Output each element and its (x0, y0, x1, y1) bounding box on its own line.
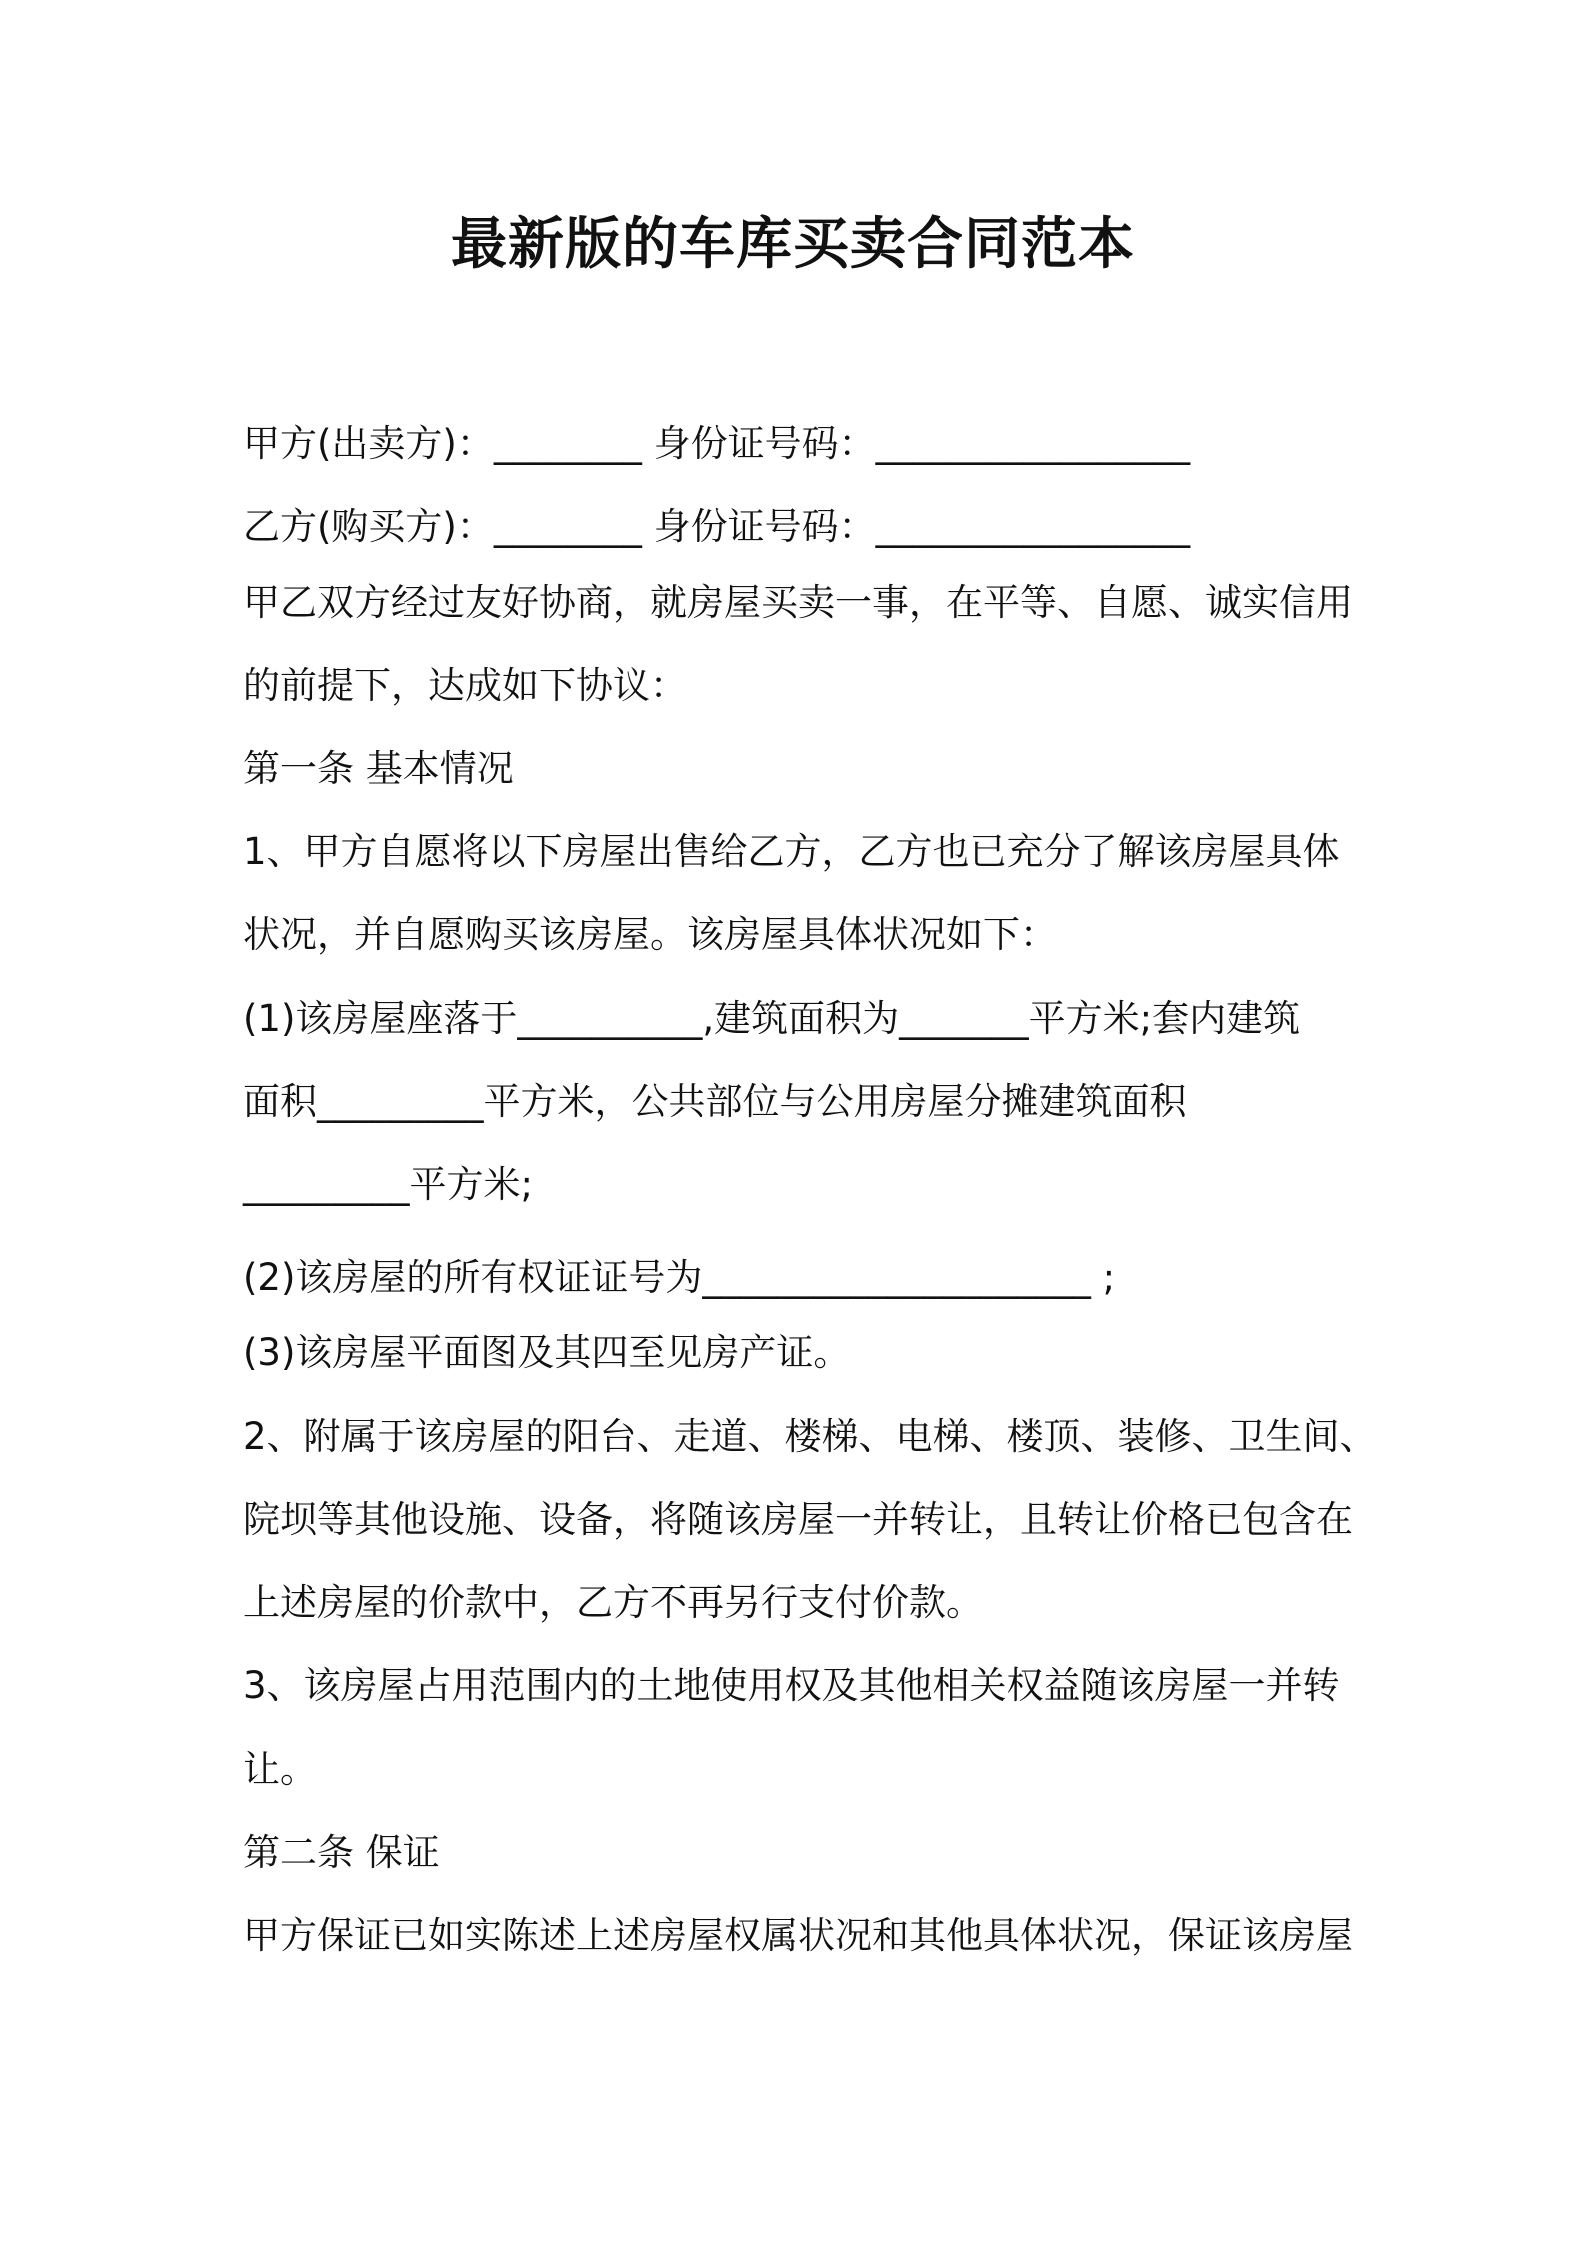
article-2-heading: 第二条 保证 (243, 1831, 440, 1874)
item-1-line-3: _________平方米; (243, 1163, 533, 1206)
item-3-line: (3)该房屋平面图及其四至见房产证。 (243, 1331, 851, 1374)
clause-2-line-1: 2、附属于该房屋的阳台、走道、楼梯、电梯、楼顶、装修、卫生间、 (243, 1415, 1377, 1458)
item-1-line-2: 面积_________平方米，公共部位与公用房屋分摊建筑面积 (243, 1080, 1187, 1123)
clause-2-line-2: 院坝等其他设施、设备，将随该房屋一并转让，且转让价格已包含在 (243, 1498, 1353, 1541)
item-1-line-1: (1)该房屋座落于__________,建筑面积为_______平方米;套内建筑 (243, 997, 1301, 1040)
seller-line: 甲方(出卖方)：________ 身份证号码：_________________ (243, 422, 1191, 465)
preamble-line-1: 甲乙双方经过友好协商，就房屋买卖一事，在平等、自愿、诚实信用 (243, 581, 1353, 624)
article-1-heading: 第一条 基本情况 (243, 747, 514, 790)
item-2-line: (2)该房屋的所有权证证号为_____________________ ; (243, 1256, 1116, 1299)
clause-1-line-1: 1、甲方自愿将以下房屋出售给乙方，乙方也已充分了解该房屋具体 (243, 830, 1340, 873)
clause-3-line-2: 让。 (243, 1748, 317, 1791)
clause-1-line-2: 状况，并自愿购买该房屋。该房屋具体状况如下： (243, 913, 1057, 956)
buyer-line: 乙方(购买方)：________ 身份证号码：_________________ (243, 505, 1191, 548)
document-title: 最新版的车库买卖合同范本 (451, 212, 1135, 277)
clause-3-line-1: 3、该房屋占用范围内的土地使用权及其他相关权益随该房屋一并转 (243, 1664, 1340, 1707)
clause-2-line-3: 上述房屋的价款中，乙方不再另行支付价款。 (243, 1581, 983, 1624)
guarantee-line-1: 甲方保证已如实陈述上述房屋权属状况和其他具体状况，保证该房屋 (243, 1914, 1353, 1957)
preamble-line-2: 的前提下，达成如下协议： (243, 664, 687, 707)
